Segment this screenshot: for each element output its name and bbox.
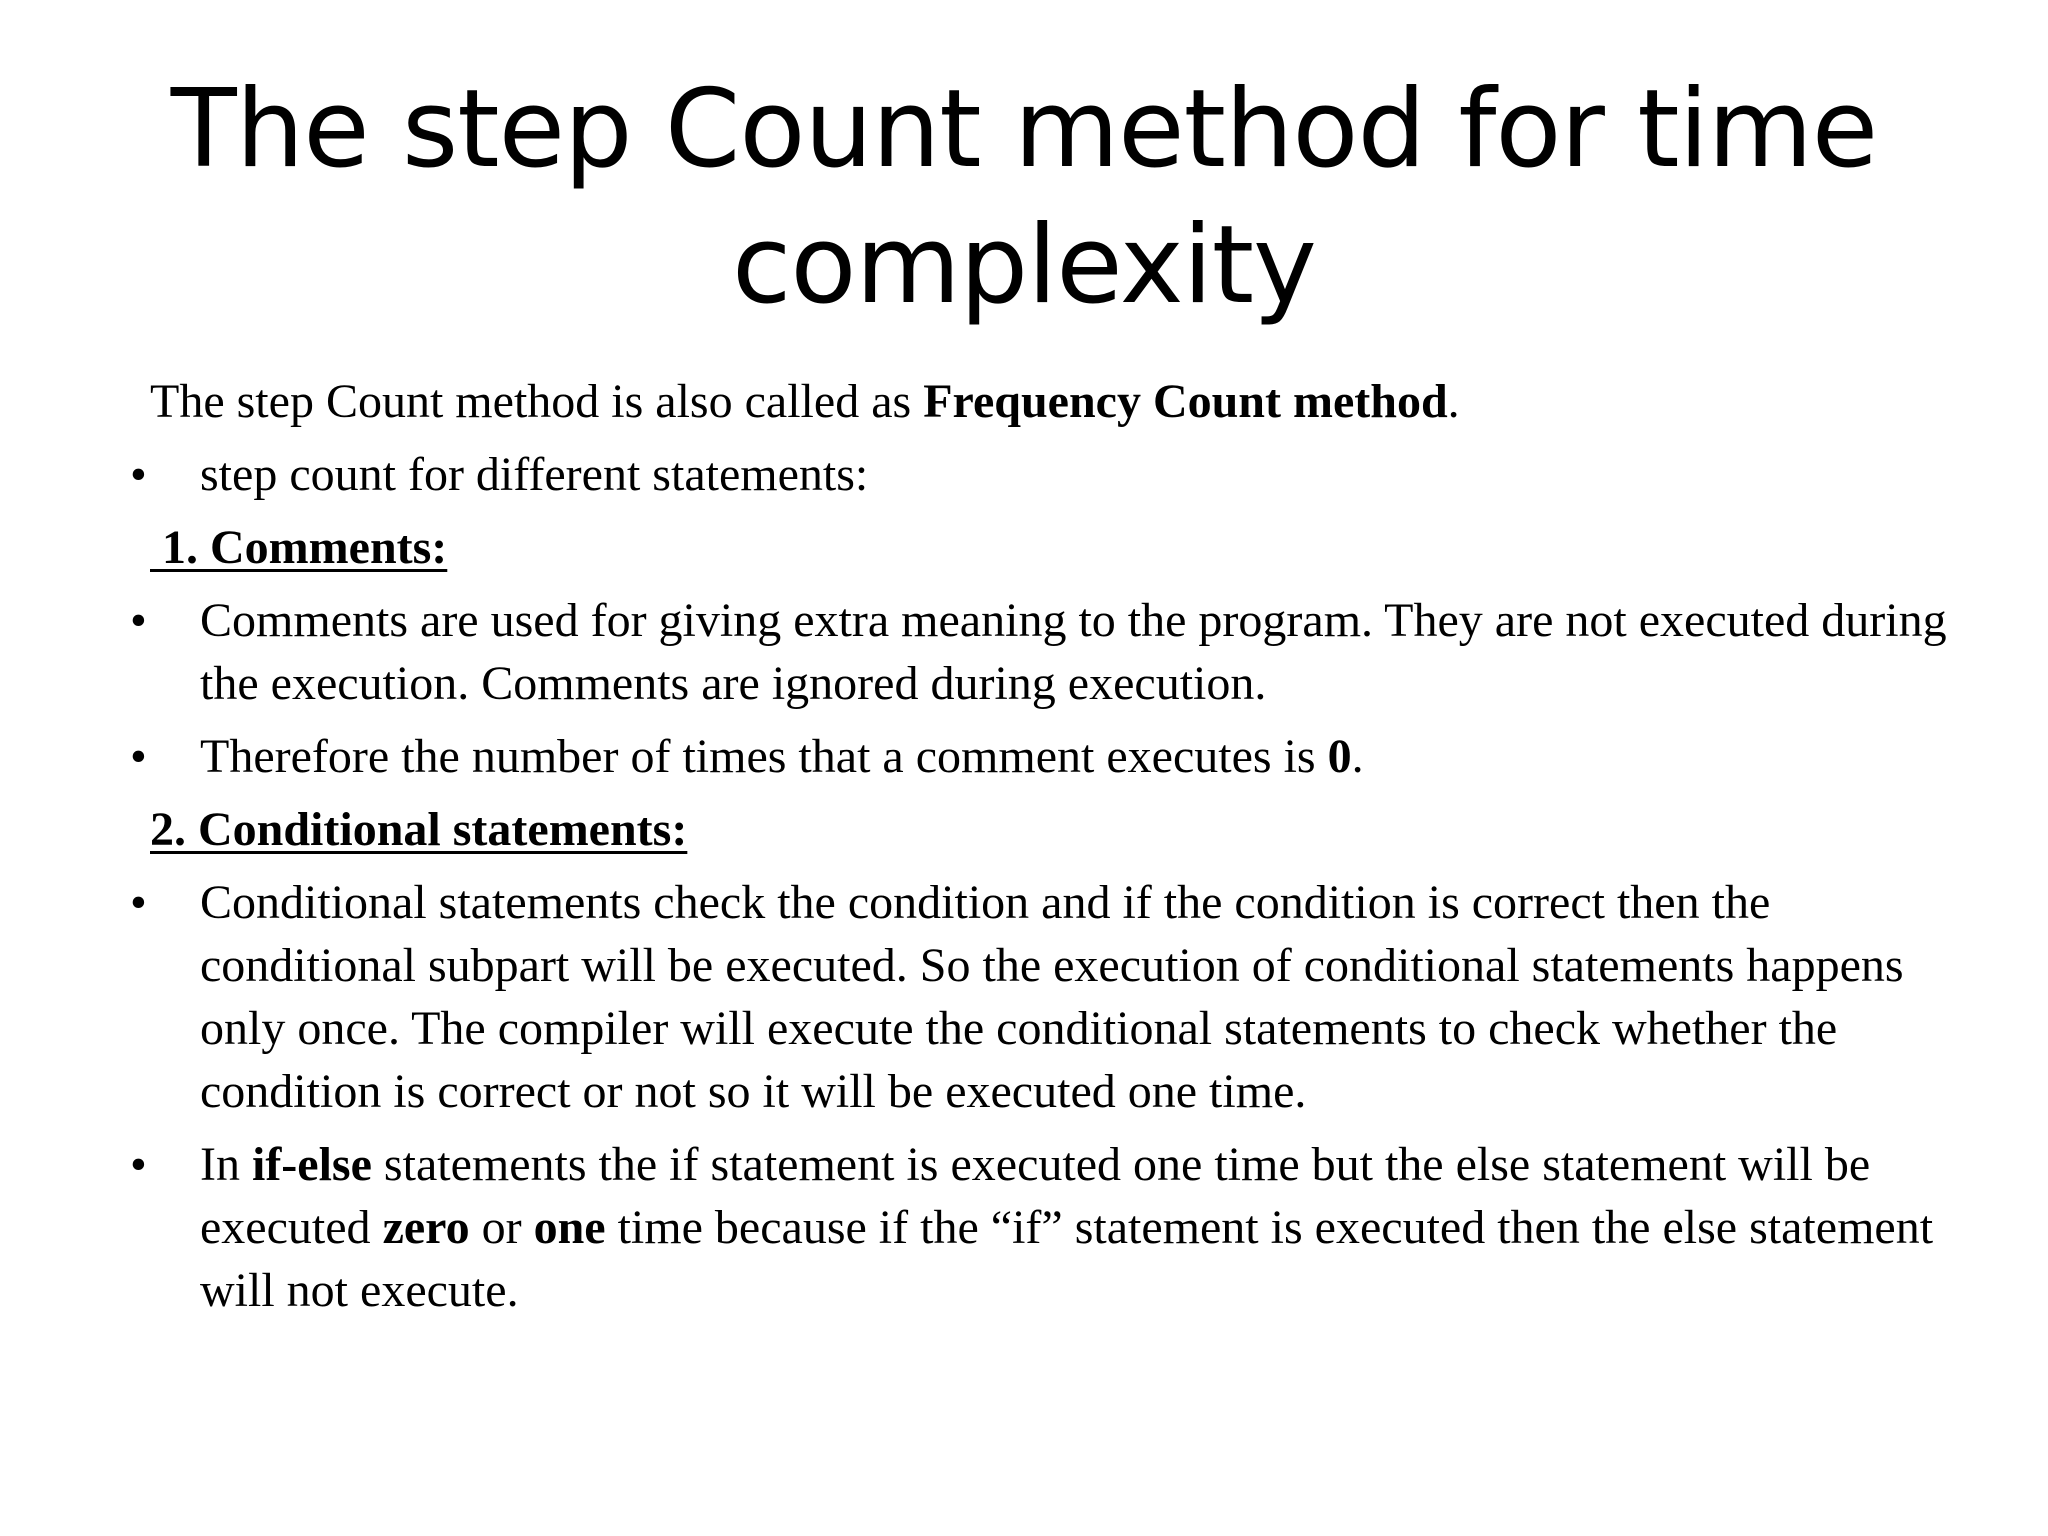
intro-paragraph [120,370,1950,433]
bullet-comments-1 [120,589,1950,715]
bullet-text: Conditional statements check the condition and if the condition is correct then the conditional subpart will be executed. So the execution of conditional statements happens only once. The compiler will execute the conditional statements to check whether the condition is correct or not so it will be executed one time. [200,876,1904,1118]
bullet-bold-zero: zero [382,1201,470,1254]
intro-period: . [1447,375,1460,428]
bullet-bold-zero: 0 [1327,730,1352,783]
bullet-text: Therefore the number of times that a comment executes is [200,730,1328,783]
bullet-comments-2 [120,725,1950,788]
bullet-icon: • [130,448,147,501]
bullet-icon: • [130,1138,147,1191]
bullet-conditional-2 [120,1133,1950,1322]
bullet-conditional-1 [120,871,1950,1123]
slide-title: The step Count method for time complexity [170,67,1878,328]
intro-text: The step Count method is also called as [150,375,924,428]
heading-conditional: 2. Conditional statements: [150,803,688,856]
heading-comments: 1. Comments: [150,521,448,574]
bullet-text: statements the if statement is executed one time but the else statement will be executed [200,1138,1871,1254]
bullet-text: step count for different statements: [200,448,869,501]
bullet-text: or [469,1201,534,1254]
bullet-text: Comments are used for giving extra meaning to the program. They are not executed during the execution. Comments are ignored during execution. [200,594,1947,710]
bullet-icon: • [130,730,147,783]
bullet-icon: • [130,594,147,647]
bullet-text: In [200,1138,252,1191]
bullet-bold-one: one [533,1201,606,1254]
bullet-step-count [120,443,1950,506]
intro-bold-term: Frequency Count method [923,375,1448,428]
bullet-period: . [1351,730,1364,783]
bullet-text: time because if the “if” statement is executed then the else statement will not execute. [200,1201,1934,1317]
bullet-bold-if-else: if-else [251,1138,372,1191]
slide-body [120,370,1950,1332]
bullet-icon: • [130,876,147,929]
